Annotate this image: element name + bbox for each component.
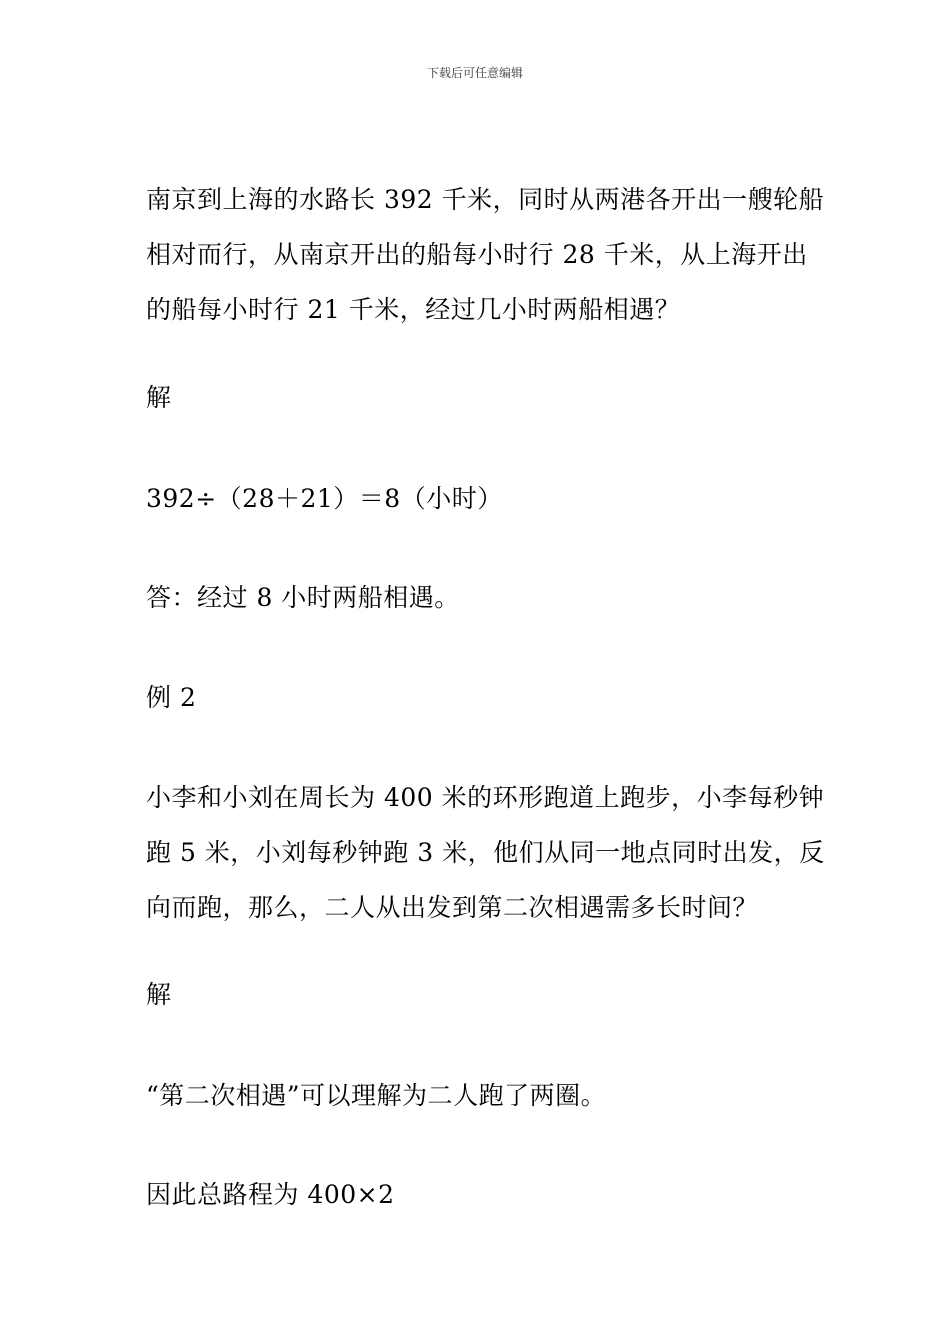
example2-line-2: 跑 5 米，小刘每秒钟跑 3 米，他们从同一地点同时出发，反 xyxy=(146,838,825,867)
example2-solution-label xyxy=(146,967,816,1022)
problem1-line-2: 相对而行，从南京开出的船每小时行 28 千米，从上海开出 xyxy=(146,240,808,269)
problem1-line-3: 的船每小时行 21 千米，经过几小时两船相遇？ xyxy=(146,295,681,324)
calculation-line: 392÷（28＋21）＝8（小时） xyxy=(146,484,503,513)
problem1-text xyxy=(146,172,825,337)
problem1-answer xyxy=(146,570,816,625)
example2-line-3: 向而跑，那么，二人从出发到第二次相遇需多长时间？ xyxy=(146,893,759,922)
explanation-line: “第二次相遇”可以理解为二人跑了两圈。 xyxy=(146,1081,607,1110)
problem1-calculation xyxy=(146,471,816,526)
solution-label: 解 xyxy=(146,383,172,412)
answer-line: 答：经过 8 小时两船相遇。 xyxy=(146,583,460,612)
example-label: 例 2 xyxy=(146,683,197,712)
problem1-solution-label xyxy=(146,370,816,425)
solution-label: 解 xyxy=(146,980,172,1009)
example2-text xyxy=(146,770,825,935)
page-header: 下载后可任意编辑 xyxy=(426,66,523,80)
example2-total-distance xyxy=(146,1167,816,1222)
total-distance-line: 因此总路程为 400×2 xyxy=(146,1180,395,1209)
problem1-line-1: 南京到上海的水路长 392 千米，同时从两港各开出一艘轮船 xyxy=(146,185,825,214)
example2-explanation xyxy=(146,1068,816,1123)
example2-line-1: 小李和小刘在周长为 400 米的环形跑道上跑步，小李每秒钟 xyxy=(146,783,825,812)
example2-label xyxy=(146,670,816,725)
